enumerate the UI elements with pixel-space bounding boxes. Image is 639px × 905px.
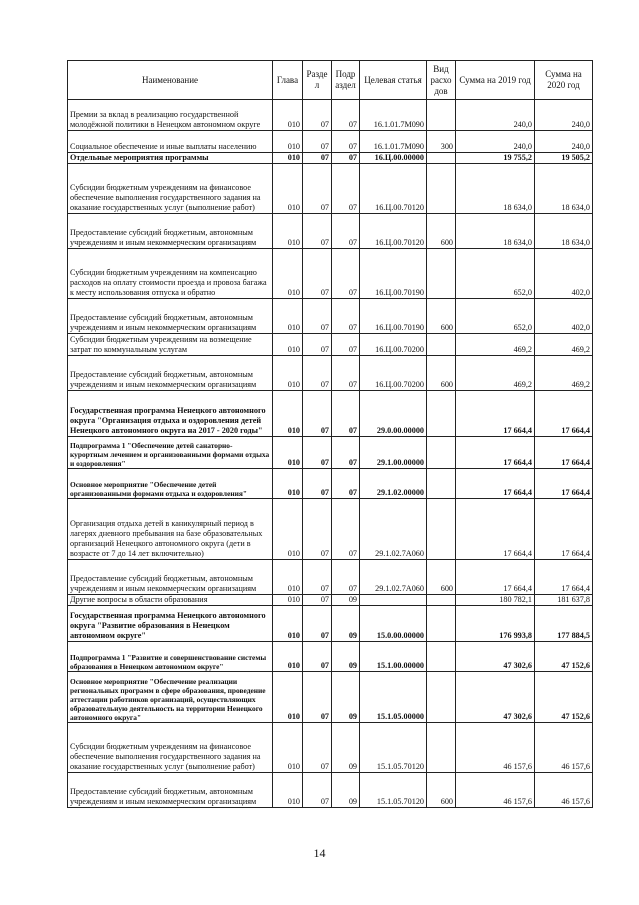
row-name: Предоставление субсидий бюджетным, автономным учреждениям и иным некоммерческим организациям — [68, 773, 273, 808]
row-sum-2019: 17 664,4 — [456, 560, 535, 595]
row-sum-2020: 240,0 — [535, 100, 593, 131]
row-name: Отдельные мероприятия программы — [68, 153, 273, 164]
row-razdel: 07 — [303, 391, 332, 437]
row-vid: 600 — [427, 560, 456, 595]
row-podrazdel: 07 — [332, 334, 360, 356]
row-podrazdel: 07 — [332, 131, 360, 153]
row-podrazdel: 09 — [332, 606, 360, 642]
row-tsel: 29.1.00.00000 — [360, 437, 427, 469]
row-glava: 010 — [273, 334, 303, 356]
header-sum-2019: Сумма на 2019 год — [456, 61, 535, 100]
row-name: Субсидии бюджетным учреждениям на финансовое обеспечение выполнения государственного задания на оказание государственных услуг (выполнение работ) — [68, 723, 273, 773]
row-sum-2020: 47 152,6 — [535, 642, 593, 672]
row-glava: 010 — [273, 560, 303, 595]
row-sum-2019: 176 993,8 — [456, 606, 535, 642]
row-sum-2020: 19 505,2 — [535, 153, 593, 164]
row-tsel — [360, 595, 427, 606]
row-razdel: 07 — [303, 595, 332, 606]
row-sum-2019: 17 664,4 — [456, 499, 535, 560]
row-name: Субсидии бюджетным учреждениям на компенсацию расходов на оплату стоимости проезда и провоза багажа к месту использования отпуска и обратно — [68, 249, 273, 299]
row-glava: 010 — [273, 153, 303, 164]
row-tsel: 16.Ц.00.70190 — [360, 249, 427, 299]
row-glava: 010 — [273, 100, 303, 131]
row-sum-2019: 240,0 — [456, 131, 535, 153]
table-row — [68, 153, 593, 164]
header-row — [68, 61, 593, 100]
row-podrazdel: 07 — [332, 164, 360, 214]
row-glava: 010 — [273, 499, 303, 560]
table-row — [68, 131, 593, 153]
row-sum-2019: 47 302,6 — [456, 642, 535, 672]
header-vid: Вид расхо дов — [427, 61, 456, 100]
row-podrazdel: 07 — [332, 356, 360, 391]
row-glava: 010 — [273, 723, 303, 773]
budget-table — [67, 60, 593, 808]
row-sum-2020: 177 884,5 — [535, 606, 593, 642]
row-razdel: 07 — [303, 469, 332, 499]
row-glava: 010 — [273, 672, 303, 723]
row-podrazdel: 09 — [332, 642, 360, 672]
row-podrazdel: 07 — [332, 437, 360, 469]
row-sum-2019: 17 664,4 — [456, 391, 535, 437]
row-glava: 010 — [273, 642, 303, 672]
table-row — [68, 437, 593, 469]
row-sum-2020: 240,0 — [535, 131, 593, 153]
row-podrazdel: 07 — [332, 391, 360, 437]
row-sum-2019: 469,2 — [456, 356, 535, 391]
row-sum-2019: 47 302,6 — [456, 672, 535, 723]
row-sum-2020: 46 157,6 — [535, 773, 593, 808]
row-name: Основное мероприятие "Обеспечение реализации региональных программ в сфере образования, проведение аттестации работников организаций, осуществляющих образовательную деятельность на территории Ненецкого автономного округа" — [68, 672, 273, 723]
table-row — [68, 560, 593, 595]
row-vid — [427, 164, 456, 214]
row-razdel: 07 — [303, 214, 332, 249]
row-podrazdel: 07 — [332, 214, 360, 249]
table-row — [68, 469, 593, 499]
row-sum-2019: 18 634,0 — [456, 214, 535, 249]
row-tsel: 15.1.05.70120 — [360, 773, 427, 808]
row-tsel: 29.0.00.00000 — [360, 391, 427, 437]
row-razdel: 07 — [303, 773, 332, 808]
row-vid — [427, 469, 456, 499]
row-tsel: 16.Ц.00.70190 — [360, 299, 427, 334]
row-glava: 010 — [273, 391, 303, 437]
row-sum-2020: 17 664,4 — [535, 437, 593, 469]
row-vid — [427, 723, 456, 773]
header-sum-2020: Сумма на 2020 год — [535, 61, 593, 100]
row-podrazdel: 09 — [332, 723, 360, 773]
row-podrazdel: 07 — [332, 249, 360, 299]
row-podrazdel: 07 — [332, 469, 360, 499]
row-sum-2020: 181 637,8 — [535, 595, 593, 606]
row-name: Премии за вклад в реализацию государственной молодёжной политики в Ненецком автономном округе — [68, 100, 273, 131]
row-razdel: 07 — [303, 499, 332, 560]
row-sum-2020: 17 664,4 — [535, 391, 593, 437]
row-tsel: 16.Ц.00.00000 — [360, 153, 427, 164]
row-name: Предоставление субсидий бюджетным, автономным учреждениям и иным некоммерческим организациям — [68, 356, 273, 391]
row-tsel: 16.Ц.00.70200 — [360, 356, 427, 391]
row-glava: 010 — [273, 356, 303, 391]
row-glava: 010 — [273, 214, 303, 249]
row-sum-2020: 402,0 — [535, 299, 593, 334]
row-vid — [427, 437, 456, 469]
row-vid: 600 — [427, 214, 456, 249]
row-sum-2019: 17 664,4 — [456, 437, 535, 469]
table-row — [68, 499, 593, 560]
row-glava: 010 — [273, 249, 303, 299]
row-name: Предоставление субсидий бюджетным, автономным учреждениям и иным некоммерческим организациям — [68, 560, 273, 595]
row-sum-2019: 180 782,1 — [456, 595, 535, 606]
table-row — [68, 164, 593, 214]
table-row — [68, 334, 593, 356]
row-sum-2020: 17 664,4 — [535, 499, 593, 560]
row-sum-2019: 46 157,6 — [456, 723, 535, 773]
row-tsel: 15.1.00.00000 — [360, 642, 427, 672]
table-row — [68, 214, 593, 249]
row-name: Государственная программа Ненецкого автономного округа "Организация отдыха и оздоровления детей Ненецкого автономного округа на 2017 - 2020 годы" — [68, 391, 273, 437]
row-podrazdel: 07 — [332, 299, 360, 334]
row-tsel: 15.1.05.00000 — [360, 672, 427, 723]
table-row — [68, 249, 593, 299]
row-sum-2019: 240,0 — [456, 100, 535, 131]
table-row — [68, 642, 593, 672]
table-row — [68, 391, 593, 437]
table-row — [68, 100, 593, 131]
row-podrazdel: 09 — [332, 595, 360, 606]
row-name: Субсидии бюджетным учреждениям на финансовое обеспечение выполнения государственного задания на оказание государственных услуг (выполнение работ) — [68, 164, 273, 214]
row-vid — [427, 249, 456, 299]
header-podrazdel: Подр аздел — [332, 61, 360, 100]
row-tsel: 16.Ц.00.70120 — [360, 214, 427, 249]
row-vid — [427, 100, 456, 131]
row-sum-2019: 18 634,0 — [456, 164, 535, 214]
row-tsel: 29.1.02.00000 — [360, 469, 427, 499]
row-sum-2019: 652,0 — [456, 299, 535, 334]
row-sum-2019: 652,0 — [456, 249, 535, 299]
header-tsel: Целевая статья — [360, 61, 427, 100]
row-tsel: 16.1.01.7М090 — [360, 131, 427, 153]
row-vid: 300 — [427, 131, 456, 153]
row-podrazdel: 07 — [332, 560, 360, 595]
row-podrazdel: 07 — [332, 100, 360, 131]
row-sum-2020: 17 664,4 — [535, 469, 593, 499]
row-vid — [427, 642, 456, 672]
row-name: Предоставление субсидий бюджетным, автономным учреждениям и иным некоммерческим организациям — [68, 214, 273, 249]
row-name: Основное мероприятие "Обеспечение детей организованными формами отдыха и оздоровления" — [68, 469, 273, 499]
row-tsel: 16.Ц.00.70200 — [360, 334, 427, 356]
row-razdel: 07 — [303, 560, 332, 595]
header-razdel: Разде л — [303, 61, 332, 100]
page-number: 14 — [313, 846, 326, 860]
row-vid — [427, 334, 456, 356]
row-razdel: 07 — [303, 299, 332, 334]
row-sum-2019: 19 755,2 — [456, 153, 535, 164]
row-name: Подпрограмма 1 "Обеспечение детей санаторно-курортным лечением и организованными формами отдыха и оздоровления" — [68, 437, 273, 469]
row-razdel: 07 — [303, 153, 332, 164]
header-glava: Глава — [273, 61, 303, 100]
row-razdel: 07 — [303, 334, 332, 356]
row-glava: 010 — [273, 437, 303, 469]
row-podrazdel: 07 — [332, 499, 360, 560]
row-razdel: 07 — [303, 356, 332, 391]
row-sum-2020: 18 634,0 — [535, 214, 593, 249]
row-sum-2019: 469,2 — [456, 334, 535, 356]
row-tsel: 16.1.01.7М090 — [360, 100, 427, 131]
row-vid — [427, 606, 456, 642]
row-name: Государственная программа Ненецкого автономного округа "Развитие образования в Ненецком автономном округе" — [68, 606, 273, 642]
row-razdel: 07 — [303, 100, 332, 131]
row-vid: 600 — [427, 773, 456, 808]
row-name: Предоставление субсидий бюджетным, автономным учреждениям и иным некоммерческим организациям — [68, 299, 273, 334]
row-name: Другие вопросы в области образования — [68, 595, 273, 606]
row-razdel: 07 — [303, 164, 332, 214]
row-sum-2020: 469,2 — [535, 356, 593, 391]
row-tsel: 16.Ц.00.70120 — [360, 164, 427, 214]
row-glava: 010 — [273, 595, 303, 606]
row-razdel: 07 — [303, 672, 332, 723]
row-sum-2020: 17 664,4 — [535, 560, 593, 595]
row-vid — [427, 391, 456, 437]
row-podrazdel: 09 — [332, 773, 360, 808]
row-name: Субсидии бюджетным учреждениям на возмещение затрат по коммунальным услугам — [68, 334, 273, 356]
table-row — [68, 606, 593, 642]
row-razdel: 07 — [303, 437, 332, 469]
row-glava: 010 — [273, 469, 303, 499]
row-vid — [427, 153, 456, 164]
row-glava: 010 — [273, 299, 303, 334]
row-vid — [427, 595, 456, 606]
row-vid: 600 — [427, 356, 456, 391]
table-row — [68, 773, 593, 808]
table-row — [68, 723, 593, 773]
row-sum-2019: 17 664,4 — [456, 469, 535, 499]
row-glava: 010 — [273, 606, 303, 642]
row-tsel: 15.0.00.00000 — [360, 606, 427, 642]
row-vid: 600 — [427, 299, 456, 334]
row-glava: 010 — [273, 131, 303, 153]
row-vid — [427, 672, 456, 723]
row-vid — [427, 499, 456, 560]
row-sum-2020: 402,0 — [535, 249, 593, 299]
row-razdel: 07 — [303, 606, 332, 642]
row-sum-2020: 469,2 — [535, 334, 593, 356]
row-sum-2019: 46 157,6 — [456, 773, 535, 808]
table-row — [68, 356, 593, 391]
row-sum-2020: 18 634,0 — [535, 164, 593, 214]
row-tsel: 29.1.02.7А060 — [360, 499, 427, 560]
row-glava: 010 — [273, 773, 303, 808]
header-name: Наименование — [68, 61, 273, 100]
row-podrazdel: 07 — [332, 153, 360, 164]
row-glava: 010 — [273, 164, 303, 214]
row-name: Социальное обеспечение и иные выплаты населению — [68, 131, 273, 153]
row-sum-2020: 46 157,6 — [535, 723, 593, 773]
row-podrazdel: 09 — [332, 672, 360, 723]
row-tsel: 15.1.05.70120 — [360, 723, 427, 773]
row-sum-2020: 47 152,6 — [535, 672, 593, 723]
row-tsel: 29.1.02.7А060 — [360, 560, 427, 595]
table-row — [68, 595, 593, 606]
row-razdel: 07 — [303, 249, 332, 299]
table-row — [68, 672, 593, 723]
table-row — [68, 299, 593, 334]
row-razdel: 07 — [303, 131, 332, 153]
row-name: Организация отдыха детей в каникулярный период в лагерях дневного пребывания на базе образовательных организаций Ненецкого автономного округа (дети в возрасте от 7 до 14 лет включительно) — [68, 499, 273, 560]
row-razdel: 07 — [303, 723, 332, 773]
row-razdel: 07 — [303, 642, 332, 672]
row-name: Подпрограмма 1 "Развитие и совершенствование системы образования в Ненецком автономном округе" — [68, 642, 273, 672]
